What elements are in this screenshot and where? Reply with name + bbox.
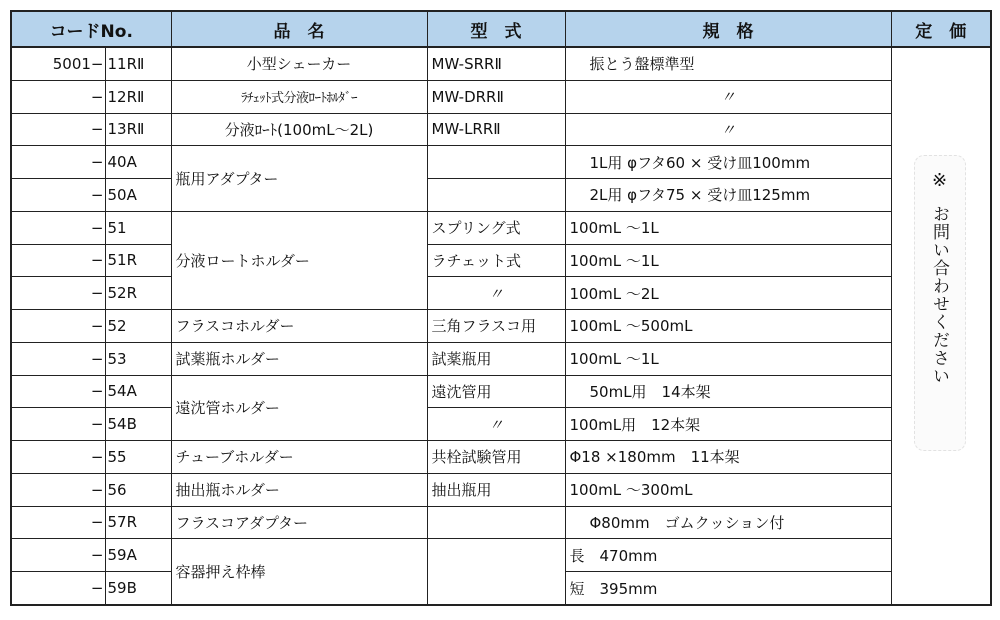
product-spec: 振とう盤標準型 bbox=[565, 47, 891, 80]
note-mark: ※ bbox=[931, 170, 948, 191]
table-row bbox=[11, 441, 991, 474]
product-model: 三角フラスコ用 bbox=[427, 310, 565, 343]
code-suffix: 53 bbox=[105, 342, 171, 375]
table-row bbox=[11, 244, 991, 277]
product-model: 抽出瓶用 bbox=[427, 473, 565, 506]
code-prefix: − bbox=[11, 113, 105, 146]
header-model: 型 式 bbox=[427, 11, 565, 47]
code-suffix: 52 bbox=[105, 310, 171, 343]
product-model: MW-LRRⅡ bbox=[427, 113, 565, 146]
product-spec: 100mL 〜1L bbox=[565, 244, 891, 277]
code-prefix: − bbox=[11, 375, 105, 408]
product-name: 瓶用アダプター bbox=[171, 146, 427, 212]
product-spec: 100mL 〜500mL bbox=[565, 310, 891, 343]
product-spec: 50mL用 14本架 bbox=[565, 375, 891, 408]
table-row bbox=[11, 179, 991, 212]
code-prefix: − bbox=[11, 277, 105, 310]
product-spec: 〃 bbox=[565, 113, 891, 146]
product-model: 〃 bbox=[427, 277, 565, 310]
product-spec: 2L用 φフタ75 × 受け皿125mm bbox=[565, 179, 891, 212]
code-prefix: − bbox=[11, 506, 105, 539]
code-suffix: 51 bbox=[105, 211, 171, 244]
code-prefix: − bbox=[11, 179, 105, 212]
price-cell bbox=[891, 47, 991, 605]
product-name: チューブホルダー bbox=[171, 441, 427, 474]
code-suffix: 52R bbox=[105, 277, 171, 310]
code-suffix: 59A bbox=[105, 539, 171, 572]
table-row bbox=[11, 146, 991, 179]
code-suffix: 54B bbox=[105, 408, 171, 441]
product-model bbox=[427, 146, 565, 179]
product-spec: 長 470mm bbox=[565, 539, 891, 572]
product-name: 分液ﾛｰﾄ(100mL〜2L) bbox=[171, 113, 427, 146]
product-spec: 〃 bbox=[565, 80, 891, 113]
code-prefix: − bbox=[11, 572, 105, 605]
price-note-box bbox=[914, 155, 966, 451]
table-row bbox=[11, 342, 991, 375]
code-suffix: 12RⅡ bbox=[105, 80, 171, 113]
table-row bbox=[11, 47, 991, 80]
product-spec-table bbox=[10, 10, 992, 606]
price-note-text: お問い合わせください bbox=[929, 205, 949, 385]
code-suffix: 13RⅡ bbox=[105, 113, 171, 146]
product-spec: Φ18 ×180mm 11本架 bbox=[565, 441, 891, 474]
header-price: 定 価 bbox=[891, 11, 991, 47]
product-name: 試薬瓶ホルダー bbox=[171, 342, 427, 375]
product-spec: 1L用 φフタ60 × 受け皿100mm bbox=[565, 146, 891, 179]
code-prefix: − bbox=[11, 441, 105, 474]
product-spec: 100mL 〜2L bbox=[565, 277, 891, 310]
table-row bbox=[11, 277, 991, 310]
code-prefix: − bbox=[11, 408, 105, 441]
code-prefix: − bbox=[11, 146, 105, 179]
code-prefix: − bbox=[11, 211, 105, 244]
product-name: 抽出瓶ホルダー bbox=[171, 473, 427, 506]
product-model bbox=[427, 539, 565, 605]
code-prefix: − bbox=[11, 310, 105, 343]
table-row bbox=[11, 539, 991, 572]
header-name: 品 名 bbox=[171, 11, 427, 47]
header-spec: 規 格 bbox=[565, 11, 891, 47]
product-model: ラチェット式 bbox=[427, 244, 565, 277]
code-prefix: − bbox=[11, 473, 105, 506]
product-model: MW-DRRⅡ bbox=[427, 80, 565, 113]
product-name: 分液ロートホルダー bbox=[171, 211, 427, 309]
code-prefix: − bbox=[11, 539, 105, 572]
product-model: 〃 bbox=[427, 408, 565, 441]
code-suffix: 55 bbox=[105, 441, 171, 474]
header-code: コードNo. bbox=[11, 11, 171, 47]
code-suffix: 56 bbox=[105, 473, 171, 506]
table-row bbox=[11, 375, 991, 408]
code-suffix: 59B bbox=[105, 572, 171, 605]
product-spec: 100mL 〜1L bbox=[565, 211, 891, 244]
code-suffix: 40A bbox=[105, 146, 171, 179]
code-prefix: − bbox=[11, 342, 105, 375]
product-model: 試薬瓶用 bbox=[427, 342, 565, 375]
product-name: ﾗﾁｪｯﾄ式分液ﾛｰﾄﾎﾙﾀﾞｰ bbox=[171, 80, 427, 113]
product-name: 遠沈管ホルダー bbox=[171, 375, 427, 441]
code-suffix: 54A bbox=[105, 375, 171, 408]
code-suffix: 11RⅡ bbox=[105, 47, 171, 80]
product-spec: Φ80mm ゴムクッション付 bbox=[565, 506, 891, 539]
product-model bbox=[427, 179, 565, 212]
table-row bbox=[11, 506, 991, 539]
product-model: 共栓試験管用 bbox=[427, 441, 565, 474]
table-row bbox=[11, 310, 991, 343]
product-name: フラスコホルダー bbox=[171, 310, 427, 343]
product-name: 容器押え枠棒 bbox=[171, 539, 427, 605]
product-model: スプリング式 bbox=[427, 211, 565, 244]
code-suffix: 57R bbox=[105, 506, 171, 539]
product-spec: 100mL用 12本架 bbox=[565, 408, 891, 441]
product-model: 遠沈管用 bbox=[427, 375, 565, 408]
product-model bbox=[427, 506, 565, 539]
product-spec: 100mL 〜1L bbox=[565, 342, 891, 375]
table-row bbox=[11, 473, 991, 506]
table-row bbox=[11, 113, 991, 146]
product-model: MW-SRRⅡ bbox=[427, 47, 565, 80]
code-suffix: 51R bbox=[105, 244, 171, 277]
product-spec: 短 395mm bbox=[565, 572, 891, 605]
table-row bbox=[11, 80, 991, 113]
code-prefix: − bbox=[11, 80, 105, 113]
table-row bbox=[11, 211, 991, 244]
product-name: フラスコアダプター bbox=[171, 506, 427, 539]
table-row bbox=[11, 408, 991, 441]
table-header-row bbox=[11, 11, 991, 47]
code-suffix: 50A bbox=[105, 179, 171, 212]
product-spec: 100mL 〜300mL bbox=[565, 473, 891, 506]
code-prefix: − bbox=[11, 244, 105, 277]
product-name: 小型シェーカー bbox=[171, 47, 427, 80]
code-prefix: 5001− bbox=[11, 47, 105, 80]
